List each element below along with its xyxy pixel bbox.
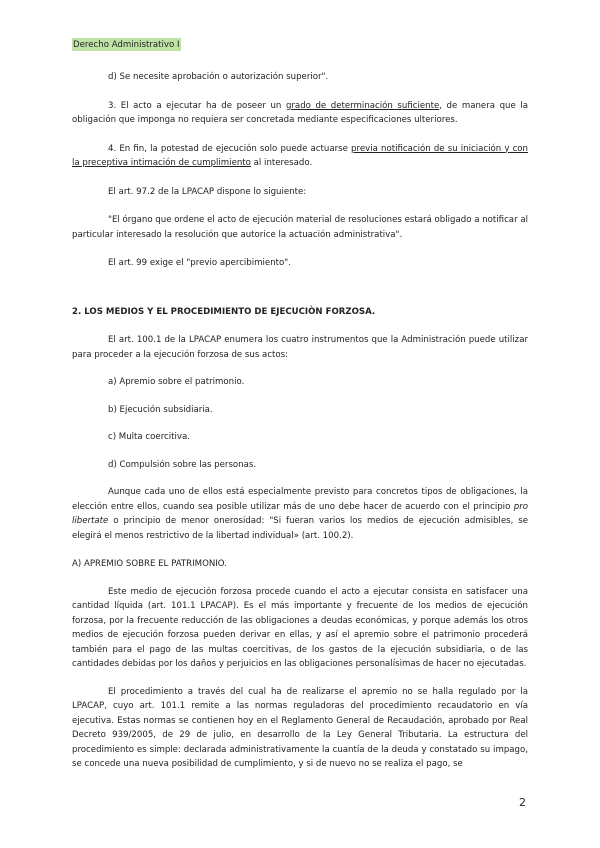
paragraph-art-97: El art. 97.2 de la LPACAP dispone lo siguiente: — [108, 186, 307, 197]
paragraph-3 — [72, 99, 528, 128]
page-number: 2 — [519, 796, 526, 809]
section-heading: 2. LOS MEDIOS Y EL PROCEDIMIENTO DE EJECUCIÒN FORZOSA. — [72, 306, 376, 317]
list-item-c: c) Multa coercitiva. — [108, 432, 190, 442]
paragraph-end: o principio de menor onerosidad: "Si fueran varios los medios de ejecución admisibles, se elegirá el menos restrictivo de la libertad individual» (art. 100.2). — [72, 516, 528, 541]
paragraph-apremio: Este medio de ejecución forzosa procede cuando el acto a ejecutar consista en satisfacer una cantidad líquida (art. 101.1 LPACAP). Es el más importante y frecuente de los medios de ejecución forzosa, por la frecuente reducción de las obligaciones a deudas económicas, y porque además los otros medios de ejecución forzosa pueden derivar en ellas, y así el apremio sobre el patrimonio procederá también para el pago de las multas coercitivas, de los gastos de la ejecución subsidiaria, o de las cantidades debidas por los daños y perjuicios en las obligaciones personalísimas de hacer no ejecutadas. — [72, 586, 528, 669]
paragraph-procedimiento: El procedimiento a través del cual ha de realizarse el apremio no se halla regulado por la LPACAP, cuyo art. 101.1 remite a las normas reguladoras del procedimiento recaudatorio en vía ejecutiva. Estas normas se contienen hoy en el Reglamento General de Recaudación, aprobado por Real Decreto 939/2005, de 29 de julio, en desarrollo de la Ley General Tributaria. La estructura del procedimiento es simple: declarada administrativamente la cuantía de la deuda y constatado su impago, se concede una nueva posibilidad de cumplimiento, y si de nuevo no se realiza el pago, se — [72, 686, 528, 769]
italic-phrase: pro libertate — [72, 501, 528, 526]
underlined-phrase: previa notificación de su iniciación y con la preceptiva intimación de cumplimiento — [72, 143, 528, 168]
paragraph-4 — [72, 142, 528, 171]
paragraph-3-text: 3. El acto a ejecutar ha de poseer un — [108, 100, 286, 111]
paragraph-art-99: El art. 99 exige el "previo apercibimiento". — [108, 258, 291, 268]
list-item-d: d) Compulsión sobre las personas. — [108, 459, 257, 470]
paragraph-d: d) Se necesite aprobación o autorización superior". — [108, 72, 329, 82]
list-item-b: b) Ejecución subsidiaria. — [108, 404, 213, 415]
paragraph-pro-libertate — [72, 485, 528, 543]
subsection-heading: A) APREMIO SOBRE EL PATRIMONIO. — [72, 559, 227, 569]
underlined-phrase: grado de determinación suficiente — [285, 100, 440, 111]
paragraph-3-end: , de manera que la obligación que imponga no requiera ser concretada mediante especificaciones ulteriores. — [72, 100, 528, 125]
paragraph-4-end: al interesado. — [250, 158, 313, 168]
paragraph-text: Aunque cada uno de ellos está especialmente previsto para concretos tipos de obligaciones, la elección entre ellos, cuando sea posible utilizar más de uno debe hacer de acuerdo con el principio — [72, 487, 528, 512]
paragraph-art-100: El art. 100.1 de la LPACAP enumera los cuatro instrumentos que la Administración puede utilizar para proceder a la ejecución forzosa de sus actos: — [72, 335, 528, 360]
paragraph-4-text: 4. En fin, la potestad de ejecución solo puede actuarse — [108, 143, 352, 154]
document-header: Derecho Administrativo I — [73, 40, 180, 50]
quote-paragraph: "El órgano que ordene el acto de ejecución material de resoluciones estará obligado a notificar al particular interesado la resolución que autorice la actuación administrativa". — [72, 215, 528, 240]
list-item-a: a) Apremio sobre el patrimonio. — [108, 377, 245, 387]
document-body — [72, 70, 528, 772]
